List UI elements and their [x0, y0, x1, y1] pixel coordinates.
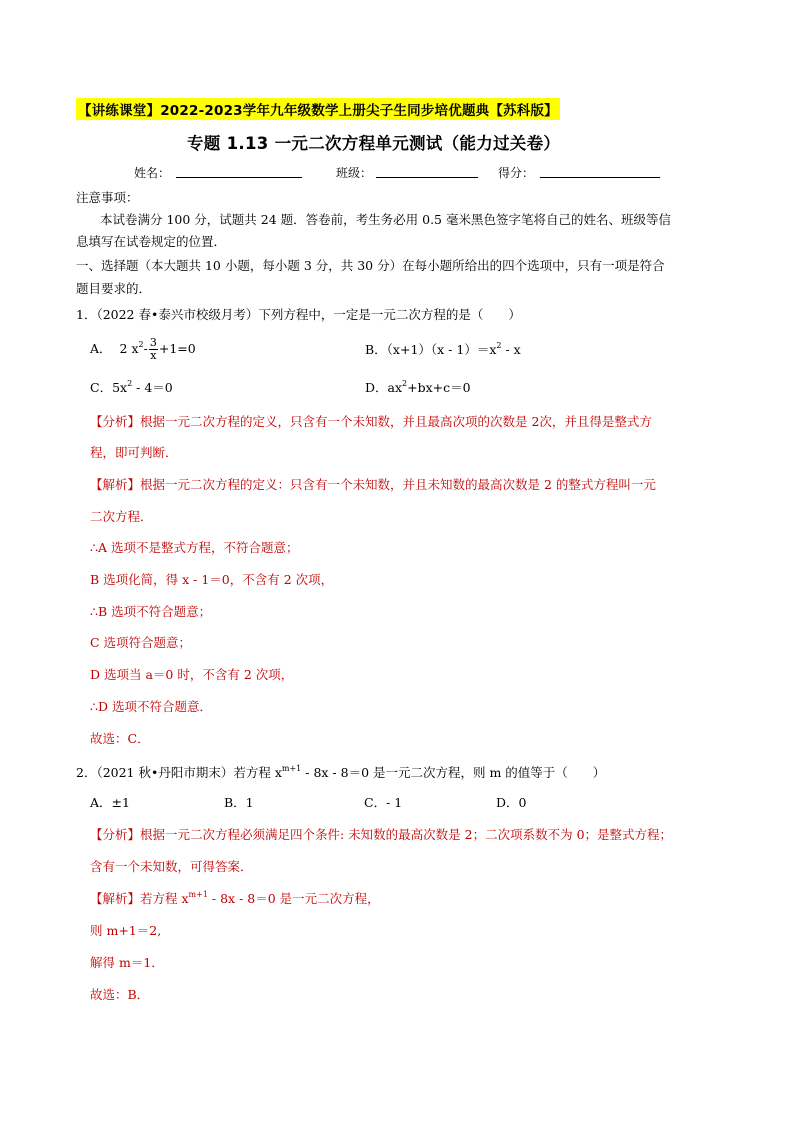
question-1-option-c — [90, 378, 173, 396]
notes-heading: 注意事项： — [76, 190, 139, 205]
notes-text-line1: 本试卷满分 100 分，试题共 24 题．答卷前，考生务必用 0.5 毫米黑色签字笔将自己的姓名、班级等信 — [100, 212, 671, 227]
fraction-denominator: x — [150, 349, 157, 362]
question-1-step-1: ∴A 选项不是整式方程，不符合题意； — [90, 540, 299, 555]
option-a-minus: - — [143, 341, 148, 356]
question-2-option-b: B．1 — [224, 795, 254, 810]
question-2-answer: 故选：B． — [90, 987, 150, 1002]
question-2-solution-exponent: m+1 — [188, 890, 208, 899]
option-b-tail: - x — [501, 342, 521, 357]
question-2-step-1: 则 m+1＝2, — [90, 923, 162, 938]
question-1-analysis-line2: 程，即可判断． — [90, 445, 178, 460]
section-heading-line1: 一、选择题（本大题共 10 小题，每小题 3 分，共 30 分）在每小题所给出的四个选项中，只有一项是符合 — [76, 258, 665, 273]
question-1-stem: 1．（2022 春•泰兴市校级月考）下列方程中，一定是一元二次方程的是（ ） — [76, 307, 521, 322]
option-b-exponent: 2 — [496, 341, 502, 350]
option-a-term: 2 x — [119, 341, 139, 356]
option-d-tail: +bx+c＝0 — [407, 380, 471, 395]
section-heading-line2: 题目要求的． — [76, 281, 152, 296]
option-d-text: D．ax — [365, 380, 403, 395]
option-b-text: B．（x+1）（x - 1）＝x — [365, 342, 497, 357]
name-field[interactable] — [176, 177, 302, 178]
question-2-solution-end: - 8x - 8＝0 是一元二次方程， — [207, 891, 380, 906]
document-title: 专题 1.13 一元二次方程单元测试（能力过关卷） — [187, 134, 561, 153]
name-label: 姓名： — [134, 166, 171, 180]
option-d-exponent: 2 — [402, 379, 408, 388]
option-c-exponent: 2 — [127, 379, 133, 388]
question-1-analysis-line1: 【分析】根据一元二次方程的定义，只含有一个未知数，并且最高次项的次数是 2次，并且得是整式方 — [90, 414, 652, 429]
question-2-option-d: D．0 — [496, 795, 527, 810]
question-1-option-b — [365, 340, 521, 358]
notes-text-line2: 息填写在试卷规定的位置． — [76, 234, 227, 249]
fraction-numerator: 3 — [149, 336, 157, 349]
question-1-answer: 故选：C． — [90, 731, 150, 746]
option-c-tail: - 4＝0 — [132, 380, 173, 395]
question-1-option-d — [365, 378, 471, 396]
question-1-solution-line1: 【解析】根据一元二次方程的定义：只含有一个未知数，并且未知数的最高次数是 2 的整式方程叫一元 — [90, 477, 656, 492]
question-2-option-a: A．±1 — [90, 795, 130, 810]
option-a-tail: +1=0 — [158, 341, 196, 356]
question-2-step-2: 解得 m＝1． — [90, 955, 164, 970]
class-label: 班级： — [336, 166, 373, 180]
option-c-text: C．5x — [90, 380, 128, 395]
question-1-option-a — [90, 337, 196, 362]
score-label: 得分： — [498, 166, 535, 180]
question-2-analysis-line2: 含有一个未知数，可得答案． — [90, 859, 253, 874]
question-2-stem-start: 2．（2021 秋•丹阳市期末）若方程 x — [76, 765, 282, 780]
question-2-stem — [76, 763, 605, 781]
score-field[interactable] — [540, 177, 660, 178]
question-2-exponent: m+1 — [281, 764, 302, 773]
header-banner: 【讲练课堂】2022-2023学年九年级数学上册尖子生同步培优题典【苏科版】 — [76, 98, 560, 120]
question-1-solution-line2: 二次方程． — [90, 509, 153, 524]
question-2-solution — [90, 889, 380, 907]
option-a-exponent: 2 — [138, 340, 144, 349]
option-a-label: A． — [90, 341, 112, 356]
question-1-step-5: D 选项当 a＝0 时，不含有 2 次项， — [90, 667, 294, 682]
question-1-step-4: C 选项符合题意； — [90, 635, 192, 650]
question-1-step-2: B 选项化简，得 x - 1＝0，不含有 2 次项， — [90, 572, 334, 587]
class-field[interactable] — [376, 177, 478, 178]
question-1-step-6: ∴D 选项不符合题意． — [90, 699, 212, 714]
question-2-stem-end: - 8x - 8＝0 是一元二次方程，则 m 的值等于（ ） — [301, 765, 606, 780]
question-1-step-3: ∴B 选项不符合题意； — [90, 604, 212, 619]
question-2-solution-start: 【解析】若方程 x — [90, 891, 189, 906]
question-2-analysis-line1: 【分析】根据一元二次方程必须满足四个条件: 未知数的最高次数是 2；二次项系数不为 0；是整式方程； — [90, 827, 673, 842]
question-2-option-c: C．- 1 — [364, 795, 403, 810]
option-a-fraction — [149, 337, 158, 362]
